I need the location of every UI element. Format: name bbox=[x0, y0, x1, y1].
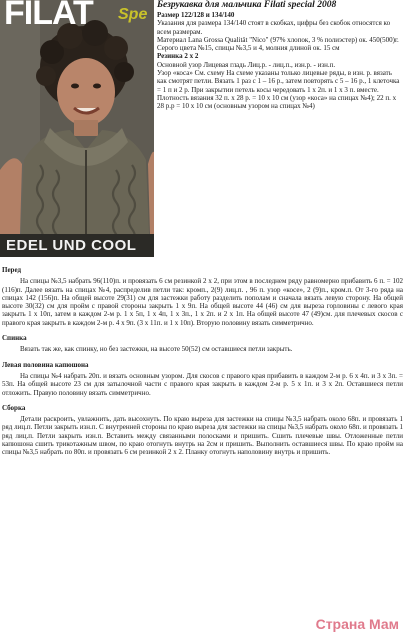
section-text: Вязать так же, как спинку, но без застежки, на высоте 50(52) см оставшиеся петли закрыть. bbox=[20, 345, 293, 354]
section-text: Детали раскроить, увлажнить, дать высохнуть. По краю выреза для застежки на спицы №3,5 набрать около 68п. и провязать 1 ряд лиц.п. Петли закрыть изн.п. С внутренней стороны по краю выреза для застежки на спицы №3,5 набрать около 68п. и провязать 1 ряд лиц.п. Петли закрыть изн.п. Вставить между связанными полосками и пришить. Сшить плечевые швы. Отложенные петли капюшона сшить трикотажным швом, по краю отогнуть внутрь на 2см и пришить. Выполнить оставшиеся швы. По краю пройм на спицы №3,5 набрать по 80п. и провязать 6 см резинкой 2 х 2. Планку отогнуть наполовину внутрь и пришить. bbox=[2, 415, 403, 457]
size-line: Размер 122/128 и 134/140 bbox=[157, 11, 235, 19]
pattern-title: Безрукавка для мальчика Filati special 2008 bbox=[157, 0, 337, 10]
rib-line: Резинка 2 х 2 bbox=[157, 52, 199, 61]
cover-photo-illustration bbox=[0, 0, 154, 257]
main-pattern-line: Основной узор Лицевая гладь Лиц.р. - лиц.п., изн.р. - изн.п. bbox=[157, 60, 336, 69]
section-hood bbox=[2, 361, 403, 397]
section-heading: Перед bbox=[2, 266, 22, 274]
size-note: Указания для размера 134/140 стоят в скобках, цифры без скобок относятся ко всем размерам. bbox=[157, 19, 391, 36]
section-heading: Левая половина капюшона bbox=[2, 360, 89, 369]
material-line: Материал Lana Grossa Qualität "Nico" (97% хлопок, 3 % полиэстер) ок. 450(500)г. Серого цвета №15, спицы №3,5 и 4, молния длиной ок. 15 см bbox=[157, 35, 399, 53]
section-assembly bbox=[2, 404, 403, 457]
section-back bbox=[2, 334, 403, 354]
section-text: На спицы №3,5 набрать 96(110)п. и провязать 6 см резинкой 2 х 2, при этом в последнем ряду равномерно прибавить 6 п. = 102 (116)п. Далее вязать на спицах №4, распределив петли так: кромп., 2(9) лиц.п. , 96 п. узор «косе», 2 (9)п., кром.п. От 3-го ряда на спицах 142 (156)п. На общей высоте 29(31) см для застежки работу разделить пополам и сначала вязать левую сторону. На общей высоте 30(32) см для пройм с правой стороны закрыть 1 х 9п. На общей высоте 44 (46) см для выреза горловины с левого края закрыть 1 х 10п, затем в каждом 2-м р. 1 х 5п, 1 х 4п, 1 х 3п., 1 х 2п. и 2 х 1п. На общей высоте 47 (49)см. для плечевых скосов с правого края закрыть в каждом 2-м р. 4 х 9п. (3 х 11п. и 1 х 10п). Вторую половину вязать симметрично. bbox=[2, 277, 403, 327]
section-front bbox=[2, 266, 403, 327]
cover-banner-text: EDEL UND COOL bbox=[6, 237, 137, 254]
watermark: Страна Мам bbox=[315, 616, 399, 632]
braid-pattern-line: Узор «коса» См. схему На схеме указаны только лицевые ряды, в изн. р. вязать как смотрят петли. Вязать 1 раз с 1 – 16 р., затем повторять с 5 – 16 р., 1 клеточка = 1 п и 2 р. При закрытии петель косы чередовать 1 х 2п. и 1 х 3 п. вместе. bbox=[157, 69, 400, 94]
magazine-suffix: Spe bbox=[118, 6, 148, 23]
section-heading: Сборка bbox=[2, 403, 26, 412]
section-text: На спицы №4 набрать 20п. и вязать основным узором. Для скосов с правого края прибавить в каждом 2-м р. 6 х 4п. и 3 х 3п. = 53п. На общей высоте 23 см для затылочной части с правого края закрыть в каждом 2-м р. 5 х 1п. и 3 х 2п. Оставшиеся петли отложить. Правую половину вязать симметрично. bbox=[2, 371, 403, 397]
density-line: Плотность вязания 32 п. х 28 р. = 10 х 10 см (узор «коса» на спицах №4); 22 п. х 28 р.р = 10 х 10 см (основным узором на спицах №4) bbox=[157, 93, 397, 111]
cover-photo bbox=[0, 0, 154, 257]
magazine-name: FILAT bbox=[4, 0, 93, 32]
instructions bbox=[2, 266, 403, 457]
section-heading: Спинка bbox=[2, 334, 27, 343]
pattern-info bbox=[157, 0, 403, 111]
